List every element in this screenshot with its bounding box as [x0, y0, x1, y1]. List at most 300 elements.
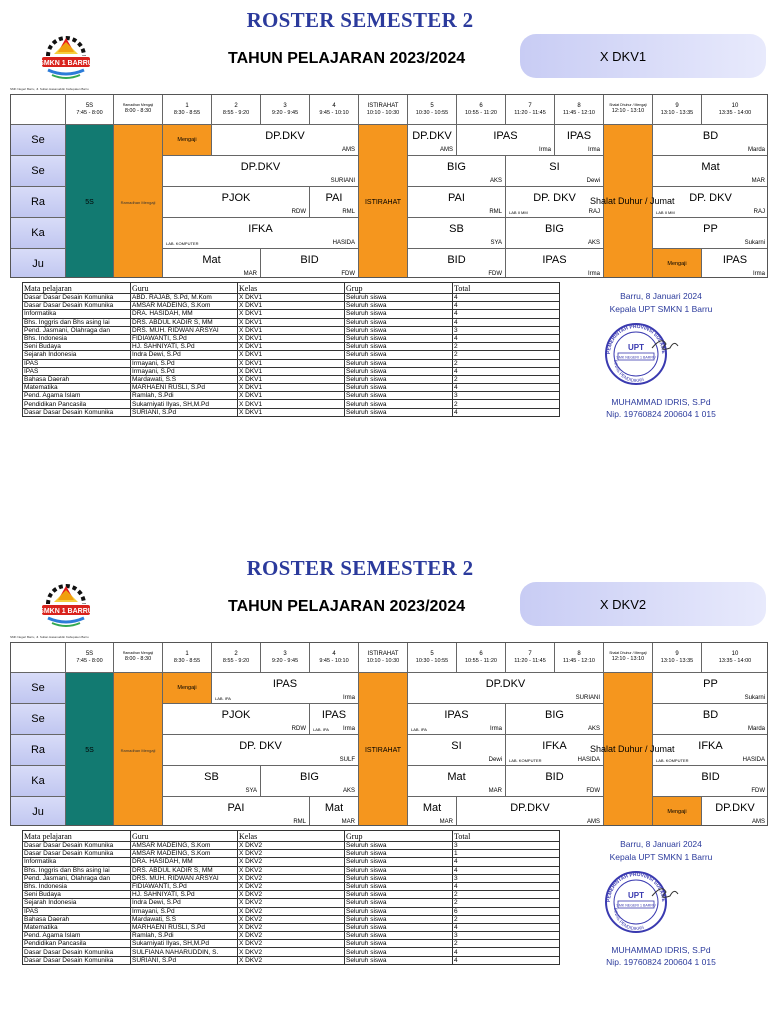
period-header — [261, 643, 310, 673]
period-time: 11:20 - 11:45 — [514, 109, 546, 116]
table-header-row — [23, 283, 560, 294]
teacher-code: Sukarni — [744, 695, 765, 701]
table-cell: X DKV1 — [238, 326, 345, 334]
table-cell: X DKV1 — [238, 310, 345, 318]
table-cell: X DKV1 — [238, 351, 345, 359]
table-row — [23, 302, 560, 310]
table-cell: AMSAR MADEING, S.Kom — [131, 302, 238, 310]
period-number: 7 — [528, 102, 532, 109]
teacher-code: AKS — [587, 726, 600, 732]
day-label-1[interactable]: Se — [11, 704, 66, 735]
day-label-4[interactable]: Ju — [11, 249, 66, 278]
table-cell: Dasar Dasar Desain Komunika — [23, 948, 131, 956]
table-cell: 4 — [453, 384, 560, 392]
day-label-2[interactable]: Ra — [11, 187, 66, 218]
table-cell: Dasar Dasar Desain Komunika — [23, 294, 131, 302]
period-header — [359, 95, 408, 125]
period-header — [408, 95, 457, 125]
period-time: 8:00 - 8:30 — [124, 656, 152, 663]
subject-name: PAI — [448, 192, 465, 204]
svg-text:SMK NEGERI 1 BARRU: SMK NEGERI 1 BARRU — [616, 903, 656, 908]
subject-slot[interactable] — [310, 704, 359, 735]
table-header-cell: Grup — [345, 831, 453, 842]
school-year: TAHUN PELAJARAN 2023/2024 — [228, 598, 466, 615]
room-label: LAB. IPA — [411, 727, 427, 732]
period-time: 10:55 - 11:20 — [464, 657, 497, 664]
dhuhur-label: Shalat Duhur / Jumat — [590, 744, 675, 754]
teacher-code: SURIANI — [330, 178, 355, 184]
table-cell: Dasar Dasar Desain Komunika — [23, 302, 131, 310]
table-cell: FIDIAWANTI, S.Pd — [131, 882, 238, 890]
table-cell: Seluruh siswa — [345, 359, 453, 367]
subject-slot[interactable] — [163, 187, 310, 218]
subject-slot[interactable] — [163, 156, 359, 187]
teacher-code: HASIDA — [332, 240, 355, 246]
period-header — [114, 95, 163, 125]
subject-slot[interactable] — [408, 766, 506, 797]
day-label-0[interactable]: Se — [11, 125, 66, 156]
subject-slot[interactable] — [408, 218, 506, 249]
teacher-code: Irma — [539, 147, 551, 153]
five-s-column: 5S — [66, 673, 114, 826]
table-cell: 2 — [453, 351, 560, 359]
table-cell: Seluruh siswa — [345, 891, 453, 899]
teacher-code: AKS — [587, 240, 600, 246]
class-name-badge: X DKV1 — [520, 34, 766, 78]
subject-name: DP. DKV — [689, 192, 732, 204]
table-row — [23, 384, 560, 392]
subject-slot[interactable] — [163, 704, 310, 735]
table-cell: X DKV1 — [238, 392, 345, 400]
table-cell: 2 — [453, 915, 560, 923]
svg-text:DINAS PENDIDIKAN: DINAS PENDIDIKAN — [612, 359, 645, 384]
teacher-code: RAJ — [588, 209, 600, 215]
table-row — [23, 375, 560, 383]
period-time: 13:10 - 13:35 — [660, 657, 694, 664]
period-header — [408, 643, 457, 673]
subject-slot[interactable] — [408, 249, 506, 278]
table-header-row — [23, 831, 560, 842]
subject-slot[interactable] — [653, 673, 768, 704]
subject-slot[interactable] — [506, 704, 604, 735]
subject-name: SB — [204, 771, 219, 783]
table-cell: 4 — [453, 948, 560, 956]
teacher-code: SULF — [339, 757, 355, 763]
subject-slot[interactable] — [163, 249, 261, 278]
roster-title: ROSTER SEMESTER 2 — [246, 556, 474, 580]
svg-text:PEMERINTAH PROVINSI SULAWESI S: PEMERINTAH PROVINSI SULAWE — [605, 871, 667, 903]
subject-slot[interactable] — [653, 125, 768, 156]
subject-name: PJOK — [221, 709, 251, 721]
period-header — [457, 643, 506, 673]
period-time: 7:45 - 8:00 — [76, 109, 103, 116]
period-header — [604, 95, 653, 125]
teacher-code: Dewi — [586, 178, 600, 184]
table-cell: X DKV1 — [238, 384, 345, 392]
table-cell: SULFIANA NAHARUDDIN, S. — [131, 948, 238, 956]
period-time: 9:45 - 10:10 — [319, 657, 349, 664]
period-number: 9 — [675, 102, 679, 109]
day-label-2[interactable]: Ra — [11, 735, 66, 766]
period-number: 1 — [185, 102, 189, 109]
subject-name: IPAS — [321, 709, 347, 721]
table-cell: DRS. ABDUL KADIR S, MM — [131, 318, 238, 326]
subject-slot[interactable] — [702, 249, 768, 278]
signatory-nip: Nip. 19760824 200604 1 015 — [606, 957, 716, 967]
table-cell: 2 — [453, 375, 560, 383]
table-cell: X DKV1 — [238, 334, 345, 342]
period-number: 5S — [85, 650, 94, 657]
day-label-3[interactable]: Ka — [11, 766, 66, 797]
table-cell: Seluruh siswa — [345, 408, 453, 416]
subject-name: DP.DKV — [240, 161, 281, 173]
subject-name: IPAS — [493, 130, 518, 142]
subject-slot[interactable] — [653, 704, 768, 735]
subject-name: PAI — [325, 192, 343, 204]
table-cell: X DKV2 — [238, 940, 345, 948]
period-time: 11:45 - 12:10 — [562, 109, 595, 116]
subject-name: IFKA — [542, 740, 567, 752]
table-cell: Seluruh siswa — [345, 850, 453, 858]
five-s-column: 5S — [66, 125, 114, 278]
dhuhur-label: Shalat Duhur / Jumat — [590, 196, 675, 206]
table-cell: Bhs. Indonesia — [23, 334, 131, 342]
table-cell: IPAS — [23, 359, 131, 367]
period-number: 4 — [332, 102, 336, 109]
teacher-code: MAR — [341, 819, 355, 825]
table-cell: Informatika — [23, 858, 131, 866]
table-cell: 4 — [453, 923, 560, 931]
subject-slot[interactable] — [408, 125, 457, 156]
period-number: Ramadhan Mengaji — [122, 651, 154, 656]
subject-slot[interactable] — [506, 156, 604, 187]
table-row — [23, 923, 560, 931]
table-row — [23, 891, 560, 899]
subject-slot[interactable] — [261, 249, 359, 278]
table-cell: Seluruh siswa — [345, 326, 453, 334]
signature-name-block — [596, 396, 726, 420]
table-cell: Mardawati, S.S — [131, 375, 238, 383]
school-address-note: SMK Negeri Barru, Jl. Sultan Hasanuddin Kabupaten Barru — [10, 87, 89, 91]
table-cell: X DKV1 — [238, 343, 345, 351]
table-cell: Indra Dewi, S.Pd — [131, 899, 238, 907]
signature-header — [596, 838, 726, 864]
table-cell: IPAS — [23, 907, 131, 915]
table-cell: Pend. Agama Islam — [23, 932, 131, 940]
table-row — [23, 294, 560, 302]
table-row — [23, 866, 560, 874]
table-cell: Seluruh siswa — [345, 392, 453, 400]
table-row — [23, 956, 560, 964]
table-cell: 4 — [453, 408, 560, 416]
subject-slot[interactable] — [457, 797, 604, 826]
day-label-1[interactable]: Se — [11, 156, 66, 187]
period-time: 10:10 - 10:30 — [366, 109, 400, 116]
subject-slot[interactable] — [555, 125, 604, 156]
subject-name: DP. DKV — [533, 192, 576, 204]
table-row — [23, 932, 560, 940]
room-label: LAB II MM — [509, 210, 528, 215]
table-cell: Seluruh siswa — [345, 940, 453, 948]
subject-slot[interactable] — [163, 766, 261, 797]
table-row — [23, 343, 560, 351]
teacher-code: AKS — [489, 178, 502, 184]
table-row — [23, 367, 560, 375]
svg-text:SMKN 1 BARRU: SMKN 1 BARRU — [39, 608, 93, 615]
table-row — [23, 318, 560, 326]
table-cell: Seluruh siswa — [345, 367, 453, 375]
schedule-grid — [10, 94, 768, 278]
table-cell: X DKV1 — [238, 318, 345, 326]
period-header — [457, 95, 506, 125]
table-row — [23, 882, 560, 890]
table-cell: 2 — [453, 891, 560, 899]
table-row — [23, 899, 560, 907]
table-cell: DRS. ABDUL KADIR S, MM — [131, 866, 238, 874]
table-cell: 4 — [453, 334, 560, 342]
subject-slot[interactable] — [408, 704, 506, 735]
period-number: Shalat Dhuhur / Mengaji — [609, 651, 647, 656]
day-label-0[interactable]: Se — [11, 673, 66, 704]
table-cell: X DKV1 — [238, 367, 345, 375]
table-cell: Matematika — [23, 923, 131, 931]
period-header — [555, 643, 604, 673]
teacher-code: Dewi — [488, 757, 502, 763]
table-cell: X DKV2 — [238, 907, 345, 915]
subject-slot[interactable] — [408, 735, 506, 766]
signatory-name: MUHAMMAD IDRIS, S.Pd — [611, 945, 711, 955]
table-cell: Informatika — [23, 310, 131, 318]
period-time: 8:30 - 8:55 — [173, 657, 201, 664]
teacher-code: MAR — [488, 788, 502, 794]
table-cell: Bahasa Daerah — [23, 915, 131, 923]
period-header — [310, 643, 359, 673]
room-label: LAB. IPA — [215, 696, 231, 701]
table-cell: 3 — [453, 842, 560, 850]
subject-name: DP.DKV — [510, 802, 550, 814]
table-cell: X DKV2 — [238, 948, 345, 956]
subject-slot[interactable] — [506, 218, 604, 249]
table-cell: X DKV2 — [238, 891, 345, 899]
teacher-table — [22, 830, 560, 965]
table-cell: X DKV2 — [238, 858, 345, 866]
table-cell: DRS. MUH. RIDWAN ARSYAI — [131, 874, 238, 882]
table-row — [23, 359, 560, 367]
table-cell: 4 — [453, 956, 560, 964]
subject-name: Mat — [422, 802, 442, 814]
subject-slot[interactable] — [408, 187, 506, 218]
table-cell: AMSAR MADEING, S.Kom — [131, 850, 238, 858]
table-row — [23, 874, 560, 882]
signature-title: Kepala UPT SMKN 1 Barru — [609, 304, 713, 314]
mengaji-slot[interactable]: Mengaji — [653, 797, 702, 826]
table-cell: Sukarniyati Ilyas, SH,M.Pd — [131, 400, 238, 408]
table-row — [23, 400, 560, 408]
teacher-code: FDW — [751, 788, 765, 794]
period-time: 13:35 - 14:00 — [718, 657, 752, 664]
subject-slot[interactable] — [653, 218, 768, 249]
header-corner — [11, 95, 66, 125]
period-number: ISTIRAHAT — [367, 650, 399, 657]
teacher-code: FDW — [586, 788, 600, 794]
ramadhan-column: Ramadhan Mengaji — [114, 673, 163, 826]
subject-slot[interactable] — [163, 735, 359, 766]
table-row — [23, 392, 560, 400]
table-row — [23, 940, 560, 948]
table-cell: Seluruh siswa — [345, 907, 453, 915]
table-header-cell: Guru — [131, 283, 238, 294]
period-number: 10 — [731, 650, 739, 657]
teacher-code: FDW — [488, 271, 502, 277]
table-row — [23, 842, 560, 850]
table-row — [23, 850, 560, 858]
mengaji-slot[interactable]: Mengaji — [163, 673, 212, 704]
table-header-cell: Kelas — [238, 283, 345, 294]
table-header-cell: Total — [453, 283, 560, 294]
day-label-3[interactable]: Ka — [11, 218, 66, 249]
period-number: 2 — [234, 650, 238, 657]
subject-slot[interactable] — [506, 249, 604, 278]
subject-slot[interactable] — [163, 797, 310, 826]
teacher-code: RML — [293, 819, 306, 825]
signature-title: Kepala UPT SMKN 1 Barru — [609, 852, 713, 862]
subject-slot[interactable] — [506, 766, 604, 797]
table-cell: Dasar Dasar Desain Komunika — [23, 850, 131, 858]
period-time: 12:10 - 13:10 — [611, 656, 645, 663]
table-cell: X DKV2 — [238, 866, 345, 874]
teacher-code: Irma — [588, 271, 600, 277]
period-time: 8:00 - 8:30 — [124, 108, 152, 115]
teacher-code: RDW — [291, 726, 306, 732]
subject-slot[interactable] — [408, 797, 457, 826]
table-cell: X DKV2 — [238, 956, 345, 964]
teacher-code: MAR — [439, 819, 453, 825]
table-cell: Seluruh siswa — [345, 351, 453, 359]
header-corner — [11, 643, 66, 673]
room-label: LAB II MM — [656, 210, 675, 215]
subject-name: Mat — [447, 771, 466, 783]
period-time: 10:30 - 10:55 — [415, 109, 449, 116]
subject-slot[interactable] — [310, 797, 359, 826]
period-time: 10:10 - 10:30 — [366, 657, 400, 664]
period-number: Ramadhan Mengaji — [122, 103, 154, 108]
table-cell: Seluruh siswa — [345, 858, 453, 866]
teacher-code: FDW — [341, 271, 355, 277]
subject-slot[interactable] — [310, 187, 359, 218]
room-label: LAB. KOMPUTER — [166, 241, 199, 246]
table-cell: X DKV2 — [238, 882, 345, 890]
teacher-table — [22, 282, 560, 417]
teacher-code: RDW — [291, 209, 306, 215]
subject-slot[interactable] — [653, 766, 768, 797]
room-label: LAB. KOMPUTER — [509, 758, 542, 763]
teacher-code: Marda — [747, 726, 765, 732]
subject-slot[interactable] — [702, 797, 768, 826]
period-header — [212, 95, 261, 125]
teacher-code: AMS — [439, 147, 453, 153]
subject-slot[interactable] — [212, 673, 359, 704]
svg-text:SMK NEGERI 1 BARRU: SMK NEGERI 1 BARRU — [616, 355, 656, 360]
table-cell: 2 — [453, 899, 560, 907]
table-cell: Pendidikan Pancasila — [23, 940, 131, 948]
period-time: 8:55 - 9:20 — [222, 657, 250, 664]
subject-name: IPAS — [542, 254, 567, 266]
table-cell: 2 — [453, 400, 560, 408]
table-cell: Dasar Dasar Desain Komunika — [23, 842, 131, 850]
subject-name: Mat — [324, 802, 344, 814]
table-cell: IPAS — [23, 367, 131, 375]
mengaji-slot[interactable]: Mengaji — [163, 125, 212, 156]
roster-page-1 — [0, 0, 768, 450]
subject-slot[interactable] — [408, 156, 506, 187]
teacher-code: HASIDA — [577, 757, 600, 763]
signatory-name: MUHAMMAD IDRIS, S.Pd — [611, 397, 711, 407]
school-logo — [34, 30, 98, 82]
day-label-4[interactable]: Ju — [11, 797, 66, 826]
table-cell: X DKV1 — [238, 294, 345, 302]
table-cell: 4 — [453, 866, 560, 874]
table-cell: X DKV1 — [238, 359, 345, 367]
period-header — [702, 643, 768, 673]
subject-slot[interactable] — [261, 766, 359, 797]
period-number: 6 — [479, 102, 483, 109]
signature-name-block — [596, 944, 726, 968]
teacher-code: AMS — [586, 819, 600, 825]
period-number: 8 — [577, 650, 581, 657]
table-cell: X DKV1 — [238, 375, 345, 383]
table-cell: Seluruh siswa — [345, 956, 453, 964]
schedule-grid — [10, 642, 768, 826]
subject-name: SI — [451, 740, 462, 752]
period-number: 5 — [430, 102, 434, 109]
room-label: LAB. IPA — [313, 727, 329, 732]
subject-slot[interactable] — [408, 673, 604, 704]
table-cell: AMSAR MADEING, S.Kom — [131, 842, 238, 850]
mengaji-slot[interactable]: Mengaji — [653, 249, 702, 278]
svg-text:UPT: UPT — [628, 891, 644, 900]
subject-name: DP.DKV — [265, 130, 305, 142]
room-label: LAB. KOMPUTER — [656, 758, 689, 763]
teacher-code: AMS — [341, 147, 355, 153]
table-cell: Seluruh siswa — [345, 874, 453, 882]
table-cell: Bhs. Indonesia — [23, 882, 131, 890]
teacher-code: RAJ — [753, 209, 765, 215]
subject-slot[interactable] — [653, 156, 768, 187]
subject-slot[interactable] — [163, 218, 359, 249]
period-number: ISTIRAHAT — [367, 102, 399, 109]
subject-slot[interactable] — [457, 125, 555, 156]
table-cell: Irmayani, S.Pd — [131, 367, 238, 375]
period-header — [359, 643, 408, 673]
svg-text:PEMERINTAH PROVINSI SULAWESI S: PEMERINTAH PROVINSI SULAWE — [605, 323, 667, 355]
period-number: 7 — [528, 650, 532, 657]
table-row — [23, 408, 560, 416]
table-cell: 4 — [453, 310, 560, 318]
table-cell: Sukarniyati Ilyas, SH,M.Pd — [131, 940, 238, 948]
subject-name: BIG — [545, 223, 564, 235]
table-cell: Ramlah, S.Pdi — [131, 392, 238, 400]
teacher-code: Irma — [343, 695, 355, 701]
subject-name: BIG — [300, 771, 319, 783]
subject-name: IPAS — [722, 254, 748, 266]
subject-slot[interactable] — [212, 125, 359, 156]
subject-name: Mat — [701, 161, 720, 173]
subject-name: BID — [701, 771, 720, 783]
table-cell: Irmayani, S.Pd — [131, 359, 238, 367]
table-cell: Matematika — [23, 384, 131, 392]
table-cell: Seluruh siswa — [345, 302, 453, 310]
table-cell: 1 — [453, 850, 560, 858]
